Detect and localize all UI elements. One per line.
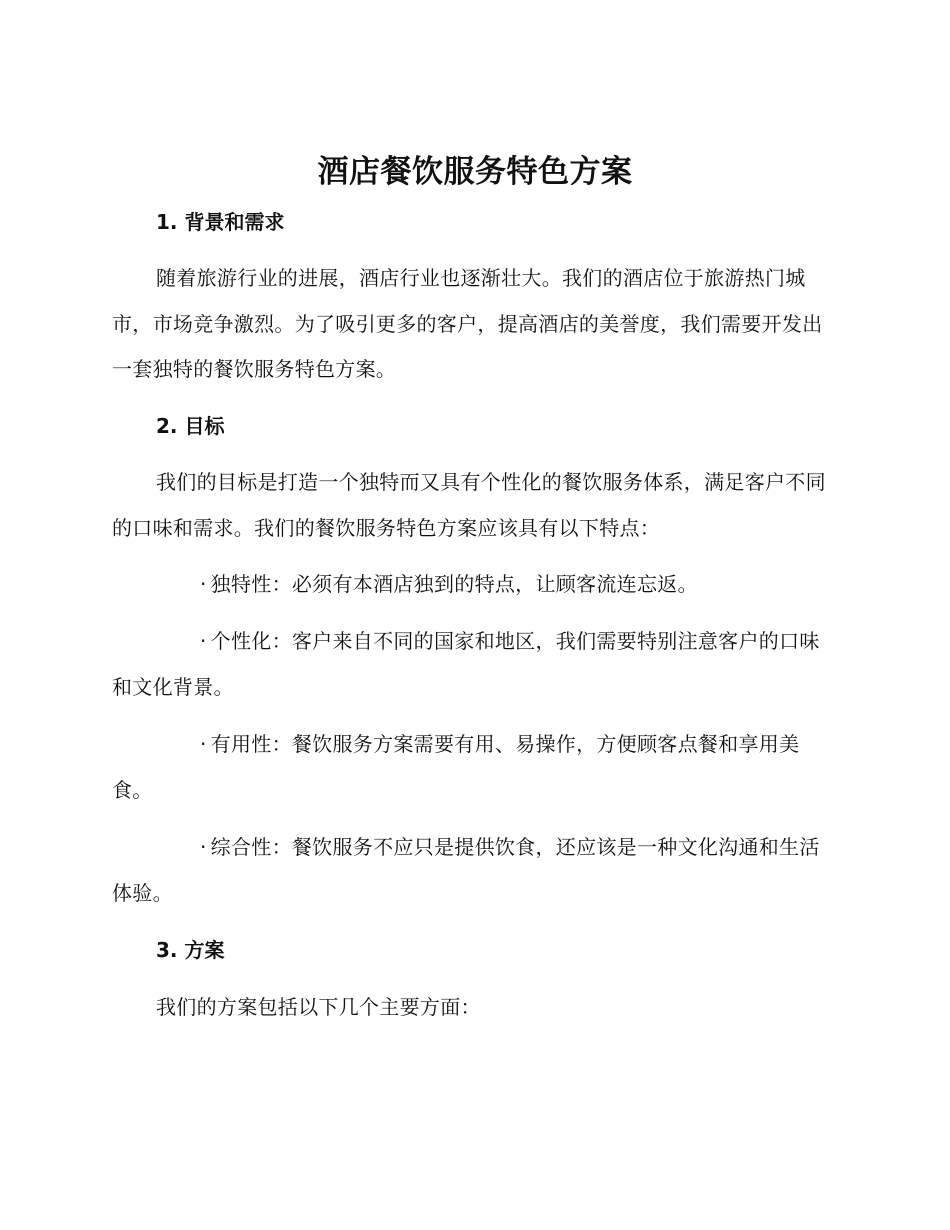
bullet-dot: ·: [200, 629, 207, 653]
bullet-item-uniqueness: [112, 562, 834, 608]
bullet-dot: ·: [200, 572, 207, 596]
bullet-text: 有用性：餐饮服务方案需要有用、易操作，方便顾客点餐和享用美食。: [112, 732, 800, 802]
bullet-item-personalization: [112, 619, 834, 710]
paragraph-background: 随着旅游行业的进展，酒店行业也逐渐壮大。我们的酒店位于旅游热门城市，市场竞争激烈。为了吸引更多的客户，提高酒店的美誉度，我们需要开发出一套独特的餐饮服务特色方案。: [112, 266, 823, 381]
bullet-dot: ·: [200, 835, 207, 859]
document-title: 酒店餐饮服务特色方案: [317, 154, 633, 190]
paragraph-goals: 我们的目标是打造一个独特而又具有个性化的餐饮服务体系，满足客户不同的口味和需求。我们的餐饮服务特色方案应该具有以下特点：: [112, 470, 826, 540]
section-heading-background: 1. 背景和需求: [156, 210, 285, 234]
bullet-text: 综合性：餐饮服务不应只是提供饮食，还应该是一种文化沟通和生活体验。: [112, 835, 820, 905]
bullet-dot: ·: [200, 732, 207, 756]
bullet-text: 独特性：必须有本酒店独到的特点，让顾客流连忘返。: [210, 572, 698, 596]
section-heading-plan: 3. 方案: [156, 938, 225, 962]
bullet-item-usefulness: [112, 722, 834, 813]
bullet-item-comprehensiveness: [112, 825, 834, 916]
bullet-text: 个性化：客户来自不同的国家和地区，我们需要特别注意客户的口味和文化背景。: [112, 629, 820, 699]
paragraph-plan: 我们的方案包括以下几个主要方面：: [156, 995, 481, 1019]
section-heading-goals: 2. 目标: [156, 414, 225, 438]
